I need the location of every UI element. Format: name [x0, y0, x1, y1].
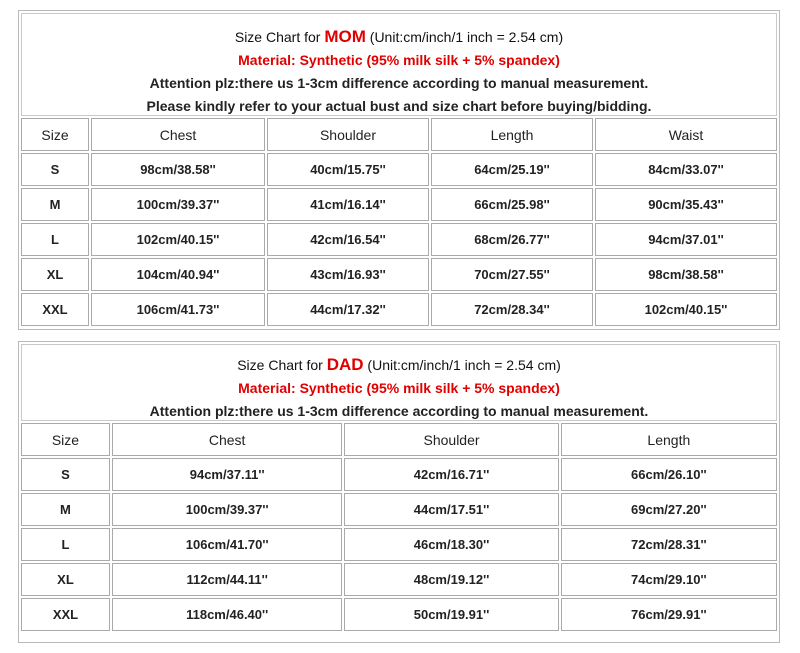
mom-title-who: MOM	[324, 27, 366, 46]
waist-cell: 90cm/35.43''	[595, 188, 777, 221]
size-cell: L	[21, 528, 110, 561]
mom-col-length: Length	[431, 118, 593, 151]
dad-col-length: Length	[561, 423, 777, 456]
waist-cell: 102cm/40.15''	[595, 293, 777, 326]
length-cell: 72cm/28.34''	[431, 293, 593, 326]
dad-chart-title	[22, 353, 776, 377]
dad-col-chest: Chest	[112, 423, 342, 456]
table-row	[21, 258, 777, 291]
length-cell: 69cm/27.20''	[561, 493, 777, 526]
shoulder-cell: 44cm/17.51''	[344, 493, 558, 526]
table-row	[21, 458, 777, 491]
chest-cell: 106cm/41.70''	[112, 528, 342, 561]
mom-col-chest: Chest	[91, 118, 265, 151]
length-cell: 64cm/25.19''	[431, 153, 593, 186]
chest-cell: 94cm/37.11''	[112, 458, 342, 491]
mom-size-table	[19, 116, 779, 328]
length-cell: 68cm/26.77''	[431, 223, 593, 256]
size-cell: XL	[21, 258, 89, 291]
dad-col-shoulder: Shoulder	[344, 423, 558, 456]
size-cell: M	[21, 188, 89, 221]
table-row	[21, 563, 777, 596]
length-cell: 66cm/26.10''	[561, 458, 777, 491]
chest-cell: 106cm/41.73''	[91, 293, 265, 326]
size-cell: L	[21, 223, 89, 256]
length-cell: 66cm/25.98''	[431, 188, 593, 221]
shoulder-cell: 42cm/16.54''	[267, 223, 429, 256]
mom-title-suffix: (Unit:cm/inch/1 inch = 2.54 cm)	[365, 29, 564, 45]
dad-size-table	[19, 421, 779, 633]
size-cell: XXL	[21, 293, 89, 326]
shoulder-cell: 41cm/16.14''	[267, 188, 429, 221]
table-row	[21, 293, 777, 326]
dad-attention-note: Attention plz:there us 1-3cm difference according to manual measurement.	[149, 403, 649, 419]
dad-size-chart	[18, 341, 780, 643]
mom-size-chart	[18, 10, 780, 330]
shoulder-cell: 40cm/15.75''	[267, 153, 429, 186]
dad-material-note: Material: Synthetic (95% milk silk + 5% spandex)	[238, 380, 560, 396]
chest-cell: 118cm/46.40''	[112, 598, 342, 631]
dad-chart-header	[21, 344, 777, 421]
waist-cell: 98cm/38.58''	[595, 258, 777, 291]
mom-col-size: Size	[21, 118, 89, 151]
chest-cell: 104cm/40.94''	[91, 258, 265, 291]
length-cell: 70cm/27.55''	[431, 258, 593, 291]
mom-col-waist: Waist	[595, 118, 777, 151]
chest-cell: 98cm/38.58''	[91, 153, 265, 186]
dad-title-suffix: (Unit:cm/inch/1 inch = 2.54 cm)	[363, 357, 561, 373]
chest-cell: 112cm/44.11''	[112, 563, 342, 596]
dad-table-header-row	[21, 423, 777, 456]
table-row	[21, 598, 777, 631]
size-cell: XXL	[21, 598, 110, 631]
dad-col-size: Size	[21, 423, 110, 456]
table-row	[21, 223, 777, 256]
length-cell: 72cm/28.31''	[561, 528, 777, 561]
table-row	[21, 188, 777, 221]
chest-cell: 100cm/39.37''	[91, 188, 265, 221]
shoulder-cell: 48cm/19.12''	[344, 563, 558, 596]
size-cell: S	[21, 153, 89, 186]
mom-title-prefix: Size Chart for	[234, 29, 325, 45]
size-cell: S	[21, 458, 110, 491]
mom-attention-note: Attention plz:there us 1-3cm difference according to manual measurement.	[149, 75, 649, 91]
table-row	[21, 528, 777, 561]
length-cell: 74cm/29.10''	[561, 563, 777, 596]
shoulder-cell: 43cm/16.93''	[267, 258, 429, 291]
chest-cell: 100cm/39.37''	[112, 493, 342, 526]
dad-title-who: DAD	[326, 355, 364, 374]
waist-cell: 94cm/37.01''	[595, 223, 777, 256]
shoulder-cell: 44cm/17.32''	[267, 293, 429, 326]
mom-table-header-row	[21, 118, 777, 151]
table-row	[21, 493, 777, 526]
size-cell: M	[21, 493, 110, 526]
dad-title-prefix: Size Chart for	[237, 357, 327, 373]
shoulder-cell: 46cm/18.30''	[344, 528, 558, 561]
mom-chart-header	[21, 13, 777, 116]
mom-col-shoulder: Shoulder	[267, 118, 429, 151]
mom-material-note: Material: Synthetic (95% milk silk + 5% spandex)	[238, 52, 560, 68]
shoulder-cell: 42cm/16.71''	[344, 458, 558, 491]
chest-cell: 102cm/40.15''	[91, 223, 265, 256]
waist-cell: 84cm/33.07''	[595, 153, 777, 186]
shoulder-cell: 50cm/19.91''	[344, 598, 558, 631]
mom-refer-note: Please kindly refer to your actual bust and size chart before buying/bidding.	[146, 98, 652, 114]
table-row	[21, 153, 777, 186]
size-cell: XL	[21, 563, 110, 596]
length-cell: 76cm/29.91''	[561, 598, 777, 631]
mom-chart-title	[22, 25, 776, 49]
